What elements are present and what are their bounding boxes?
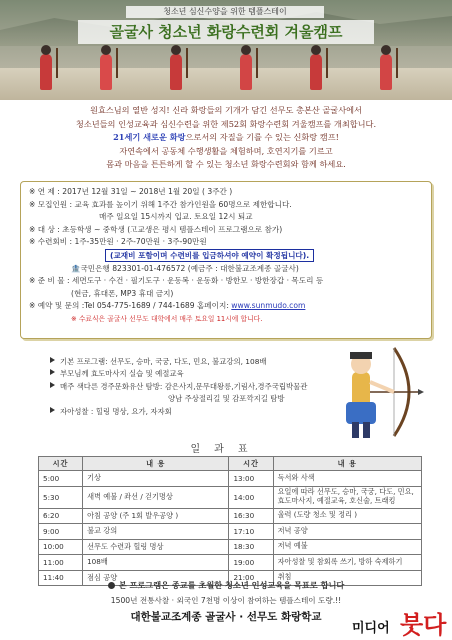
time-cell: 18:30 (229, 539, 273, 555)
activity-cell: 불교 강의 (83, 524, 229, 540)
activity-cell: 취침 (273, 570, 421, 586)
activity-cell: 울력 (도량 청소 및 정리 ) (273, 508, 421, 524)
time-cell: 5:30 (39, 486, 83, 508)
info-bank (29, 263, 427, 276)
media-buddha-logo (352, 608, 448, 638)
info-label: ※ 모집인원 (29, 199, 68, 209)
triangle-bullet-icon (50, 357, 55, 363)
intro-line-rest: 으로서의 자질을 기를 수 있는 신화랑 캠프! (185, 132, 339, 143)
bow-icon (116, 48, 118, 78)
info-value: : 초등학생 ~ 중학생 (고교생은 평시 템플스테이 프로그램으로 참가) (57, 224, 283, 234)
footer-mission (0, 580, 452, 591)
table-row (39, 524, 422, 540)
time-cell: 9:00 (39, 524, 83, 540)
page-title (78, 20, 374, 44)
triangle-bullet-icon (50, 369, 55, 375)
info-label: ※ 준 비 물 (29, 276, 65, 286)
archer-illustration (326, 342, 426, 442)
archer-figure (380, 54, 392, 90)
time-cell: 16:30 (229, 508, 273, 524)
info-target (29, 224, 427, 237)
bank-text: 국민은행 823301-01-476572 (예금주 : 대한불교조계종 골굴사) (80, 263, 299, 273)
footer-organization: 대한불교조계종 골굴사 · 선무도 화랑학교 (130, 611, 322, 623)
time-cell: 10:00 (39, 539, 83, 555)
bow-icon (326, 48, 328, 78)
activity-cell: 108배 (83, 555, 229, 571)
info-recruit-sub: 매주 일요일 15시까지 입교. 토요일 12시 퇴교 (99, 212, 253, 222)
list-item (50, 356, 320, 368)
info-value: :Tel 054-775-1689 / 744-1689 홈페이지: (81, 301, 229, 311)
logo-part-2: 붓다 (400, 610, 447, 639)
header-photo (0, 0, 452, 100)
activity-cell: 요일에 따라 선무도, 승마, 국궁, 다도, 민요, 효도마사지, 예절교육, 호신술, 트래킹 (273, 486, 421, 508)
archer-figure (240, 54, 252, 90)
time-cell: 11:40 (39, 570, 83, 586)
bullet-dot-icon (108, 582, 115, 589)
fee-notice: (교재비 포함이며 수련비를 입금하셔야 예약이 확정됩니다). (105, 249, 314, 262)
list-item-text: 자아성찰 : 힐링 명상, 요가, 자자회 (60, 406, 172, 416)
info-prep (29, 275, 427, 288)
table-row (39, 486, 422, 508)
activity-cell: 저녁 공양 (273, 524, 421, 540)
time-cell: 5:00 (39, 471, 83, 487)
table-row (39, 555, 422, 571)
info-box (20, 181, 432, 339)
table-row (39, 508, 422, 524)
info-recruit (29, 199, 427, 212)
activity-cell: 자아성찰 및 참회록 쓰기, 방하 숙제하기 (273, 555, 421, 571)
activity-cell: 선무도 수련과 힐링 명상 (83, 539, 229, 555)
archer-figure (100, 54, 112, 90)
intro-line: 몸과 마음을 튼튼하게 할 수 있는 청소년 화랑수련회와 함께 하세요. (106, 159, 346, 170)
info-value: : 교육 효과를 높이기 위해 1주간 참가인원을 60명으로 제한합니다. (69, 199, 292, 209)
time-cell: 21:00 (229, 570, 273, 586)
intro-line: 원효스님의 열반 성지! 신라 화랑들의 기개가 담긴 선무도 총본산 골굴사에서 (90, 105, 362, 115)
bow-icon (256, 48, 258, 78)
activity-cell: 저녁 예불 (273, 539, 421, 555)
info-contact (29, 300, 427, 313)
activity-cell: 독서와 사색 (273, 471, 421, 487)
activity-cell: 새벽 예불 / 좌선 / 걷기명상 (83, 486, 229, 508)
schedule-table (38, 456, 422, 586)
triangle-bullet-icon (50, 382, 55, 388)
subtitle-banner (126, 6, 324, 18)
info-period (29, 186, 427, 199)
info-label: ※ 예약 및 문의 (29, 301, 80, 311)
activity-cell: 점심 공양 (83, 570, 229, 586)
bow-icon (396, 48, 398, 78)
info-fee-notice-row (29, 249, 427, 263)
activity-cell: 아침 공양 (주 1회 발우공양 ) (83, 508, 229, 524)
info-value: : 세면도구 · 수건 · 필기도구 · 운동복 · 운동화 · 방한모 · 방한장갑 · 목도리 등 (67, 276, 324, 286)
time-cell: 11:00 (39, 555, 83, 571)
page-title-text: 골굴사 청소년 화랑수련회 겨울캠프 (109, 23, 343, 41)
program-list (50, 356, 320, 418)
intro-highlight: 21세기 새로운 화랑 (113, 132, 186, 143)
subtitle-text: 청소년 심신수양을 위한 템플스테이 (163, 7, 287, 16)
footer-tagline: 1500년 전통사찰 · 외국인 7천명 이상이 참여하는 템플스테이 도량.!! (110, 596, 342, 605)
list-item-text: 부모님께 효도마사지 실습 및 예절교육 (60, 369, 184, 379)
time-cell: 17:10 (229, 524, 273, 540)
intro-line (18, 131, 434, 145)
column-header: 내 용 (83, 457, 229, 471)
time-cell: 14:00 (229, 486, 273, 508)
footer-mission-text: 본 프로그램은 종교를 초월한 청소년 인성교육을 목표로 합니다 (118, 580, 345, 590)
info-prep-sub: (현금, 휴대폰, MP3 휴대 금지) (71, 288, 174, 298)
info-fee (29, 236, 427, 249)
table-row (39, 471, 422, 487)
logo-part-1: 미디어 (352, 621, 390, 636)
info-value: : 1주-35만원 · 2주-70만원 · 3주-90만원 (69, 237, 207, 247)
time-cell: 6:20 (39, 508, 83, 524)
list-item (50, 368, 320, 380)
list-item (50, 406, 320, 418)
time-cell: 19:00 (229, 555, 273, 571)
column-header: 시간 (39, 457, 83, 471)
website-link[interactable]: www.sunmudo.com (231, 301, 306, 311)
intro-line: 자연속에서 공동체 수행생활을 체험하며, 호연지기를 기르고 (119, 145, 333, 156)
archer-figure (170, 54, 182, 90)
intro-text (18, 104, 434, 172)
archer-figure (40, 54, 52, 90)
info-label: ※ 연 제 (29, 187, 55, 196)
column-header: 내 용 (273, 457, 421, 471)
list-item-text: 매주 색다른 경주문화유산 탐방: 감은사지,문무대왕릉,기림사,경주국립박물관 (60, 381, 308, 391)
info-note: ※ 수료식은 골굴사 선무도 대학에서 매주 토요일 11시에 합니다. (71, 314, 263, 323)
list-item (50, 393, 320, 405)
info-value: : 2017년 12월 31일 ~ 2018년 1월 20일 ( 3주간 ) (57, 187, 233, 196)
archer-figure (310, 54, 322, 90)
table-header-row (39, 457, 422, 471)
intro-line: 청소년들의 인성교육과 심신수련을 위한 제52회 화랑수련회 겨울캠프를 개최합니다. (75, 118, 377, 129)
table-row (39, 539, 422, 555)
bank-icon: 🏦 (71, 263, 81, 273)
bow-icon (56, 48, 58, 78)
time-cell: 13:00 (229, 471, 273, 487)
info-label: ※ 수련회비 (29, 237, 68, 247)
info-label: ※ 대 상 (29, 224, 55, 234)
list-item (50, 381, 320, 393)
list-item-text: 기본 프로그램: 선무도, 승마, 국궁, 다도, 민요, 불교강의, 108배 (60, 357, 267, 366)
column-header: 시간 (229, 457, 273, 471)
triangle-bullet-icon (50, 407, 55, 413)
list-item-text: 양남 주상절리길 및 감포깍지길 탐방 (168, 394, 285, 404)
schedule-title: 일과표 (190, 444, 262, 455)
bow-icon (186, 48, 188, 78)
activity-cell: 기상 (83, 471, 229, 487)
